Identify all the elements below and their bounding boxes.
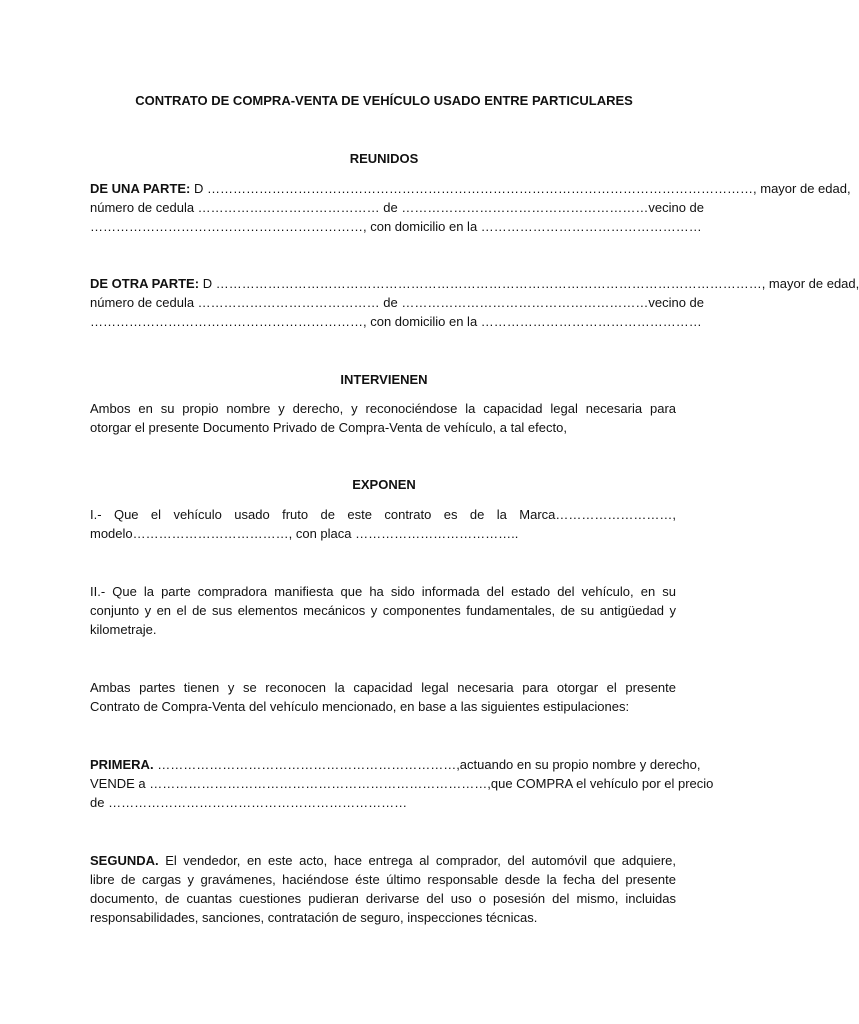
segunda-line3: documento, de cuantas cuestiones pudieran derivarse del uso o posesión del mismo, incluidas — [90, 891, 676, 906]
intervienen-line1: Ambos en su propio nombre y derecho, y reconociéndose la capacidad legal necesaria para — [90, 401, 676, 416]
segunda-line1 — [90, 853, 676, 869]
parte1-line2: número de cedula …………………………………… de …………………………………………………vecino de — [90, 200, 705, 215]
exponen-p1-line1: I.- Que el vehículo usado fruto de este contrato es de la Marca………………………, — [90, 507, 676, 522]
segunda-label: SEGUNDA. — [90, 853, 159, 868]
reunidos-heading: REUNIDOS — [349, 151, 419, 166]
exponen-p1-line2: modelo………………………………, con placa ……………………………….. — [90, 526, 519, 541]
parte1-line1 — [90, 181, 851, 197]
primera-label: PRIMERA. — [90, 757, 154, 772]
parte2-line3: ………………………………………………………, con domicilio en la …………………………………………… — [90, 314, 702, 329]
exponen-p3-line1: Ambas partes tienen y se reconocen la capacidad legal necesaria para otorgar el presente — [90, 680, 676, 695]
primera-line2: VENDE a ……………………………………………………………………,que COMPRA el vehículo por el precio — [90, 776, 714, 791]
primera-line1 — [90, 757, 701, 773]
intervienen-line2: otorgar el presente Documento Privado de Compra-Venta de vehículo, a tal efecto, — [90, 420, 567, 435]
parte1-line1-text: D ………………………………………………………………………………………………………………, mayor de edad, — [194, 181, 851, 196]
segunda-line4: responsabilidades, sanciones, contratación de seguro, inspecciones técnicas. — [90, 910, 538, 925]
parte2-line2: número de cedula …………………………………… de …………………………………………………vecino de — [90, 295, 705, 310]
parte2-line1-text: D ………………………………………………………………………………………………………………, mayor de edad, — [202, 276, 859, 291]
parte1-line3: ………………………………………………………, con domicilio en la …………………………………………… — [90, 219, 702, 234]
segunda-line1-text: El vendedor, en este acto, hace entrega al comprador, del automóvil que adquiere, — [165, 853, 676, 868]
intervienen-heading: INTERVIENEN — [340, 372, 428, 387]
exponen-p2-line1: II.- Que la parte compradora manifiesta que ha sido informada del estado del vehículo, en su — [90, 584, 676, 599]
segunda-line2: libre de cargas y gravámenes, haciéndose éste último responsable desde la fecha del presente — [90, 872, 676, 887]
parte2-label: DE OTRA PARTE: — [90, 276, 200, 291]
exponen-p2-line2: conjunto y en el de sus elementos mecánicos y componentes fundamentales, de su antigüedad y — [90, 603, 676, 618]
exponen-p2-line3: kilometraje. — [90, 622, 157, 637]
parte2-line1 — [90, 276, 859, 292]
primera-line1-text: ……………………………………………………………,actuando en su propio nombre y derecho, — [157, 757, 701, 772]
primera-line3: de …………………………………………………………… — [90, 795, 408, 810]
parte1-label: DE UNA PARTE: — [90, 181, 191, 196]
document-title: CONTRATO DE COMPRA-VENTA DE VEHÍCULO USADO ENTRE PARTICULARES — [135, 93, 633, 108]
exponen-p3-line2: Contrato de Compra-Venta del vehículo mencionado, en base a las siguientes estipulaciones: — [90, 699, 630, 714]
exponen-heading: EXPONEN — [352, 477, 416, 492]
